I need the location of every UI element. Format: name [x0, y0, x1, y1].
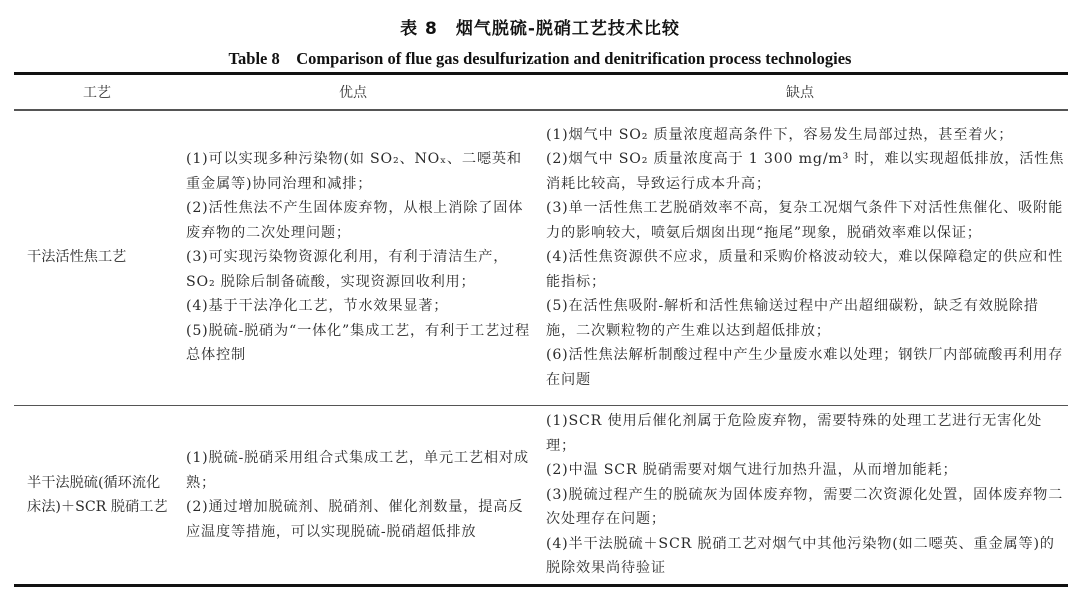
- disadvantage-item: (2)中温 SCR 脱硝需要对烟气进行加热升温，从而增加能耗；: [546, 462, 958, 479]
- advantage-item: (2)通过增加脱硫剂、脱硝剂、催化剂数量，提高反应温度等措施，可以实现脱硫-脱硝超低排放: [186, 499, 524, 540]
- advantage-item: (4)基于干法净化工艺，节水效果显著；: [186, 298, 449, 315]
- advantage-item: (5)脱硫-脱硝为“一体化”集成工艺，有利于工艺过程总体控制: [186, 322, 530, 364]
- table-row: [14, 406, 1068, 584]
- disadvantage-item: (1)烟气中 SO₂ 质量浓度超高条件下，容易发生局部过热，甚至着火；: [546, 126, 1014, 143]
- disadvantage-item: (6)活性焦法解析制酸过程中产生少量废水难以处理；钢铁厂内部硫酸再利用存在问题: [546, 347, 1064, 388]
- disadvantage-item: (2)烟气中 SO₂ 质量浓度高于 1 300 mg/m³ 时，难以实现超低排放，活性焦消耗比较高，导致运行成本升高；: [546, 151, 1065, 192]
- table-caption-cn: 表 8 烟气脱硫-脱硝工艺技术比较: [400, 19, 680, 39]
- disadvantage-item: (3)脱硫过程产生的脱硫灰为固体废弃物，需要二次资源化处置，固体废弃物二次处理存在问题；: [546, 486, 1064, 528]
- advantages-cell: [174, 446, 532, 544]
- process-cell: 干法活性焦工艺: [27, 249, 127, 266]
- table-caption-en: Table 8 Comparison of flue gas desulfurization and denitrification process technologies: [228, 49, 852, 68]
- bottom-rule: [14, 584, 1068, 587]
- disadvantages-cell: [532, 123, 1068, 393]
- disadvantage-item: (4)半干法脱硫＋SCR 脱硝工艺对烟气中其他污染物(如二噁英、重金属等)的脱除效果尚待验证: [546, 535, 1055, 577]
- advantage-item: (1)脱硫-脱硝采用组合式集成工艺，单元工艺相对成熟；: [186, 450, 529, 491]
- disadvantages-cell: [532, 409, 1068, 581]
- header-disadvantages: 缺点: [786, 85, 814, 101]
- advantage-item: (1)可以实现多种污染物(如 SO₂、NOₓ、二噁英和重金属等)协同治理和减排；: [186, 151, 522, 192]
- header-advantages: 优点: [339, 85, 367, 101]
- disadvantage-item: (4)活性焦资源供不应求，质量和采购价格波动较大，难以保障稳定的供应和性能指标；: [546, 249, 1064, 290]
- advantages-cell: [174, 147, 532, 368]
- table-row: [14, 111, 1068, 405]
- disadvantage-item: (1)SCR 使用后催化剂属于危险废弃物，需要特殊的处理工艺进行无害化处理；: [546, 413, 1043, 454]
- disadvantage-item: (5)在活性焦吸附-解析和活性焦输送过程中产出超细碳粉，缺乏有效脱除措施，二次颗粒物的产生难以达到超低排放；: [546, 298, 1039, 339]
- comparison-table: [14, 72, 1068, 587]
- disadvantage-item: (3)单一活性焦工艺脱硝效率不高，复杂工况烟气条件下对活性焦催化、吸附能力的影响较大，喷氨后烟囱出现“拖尾”现象，脱硝效率难以保证；: [546, 200, 1064, 241]
- process-cell: 半干法脱硫(循环流化床法)＋SCR 脱硝工艺: [27, 474, 168, 515]
- advantage-item: (3)可实现污染物资源化利用，有利于清洁生产，SO₂ 脱除后制备硫酸，实现资源回收利用；: [186, 249, 509, 290]
- table-header: [14, 75, 1068, 109]
- header-process: 工艺: [83, 85, 111, 101]
- advantage-item: (2)活性焦法不产生固体废弃物，从根上消除了固体废弃物的二次处理问题；: [186, 200, 524, 241]
